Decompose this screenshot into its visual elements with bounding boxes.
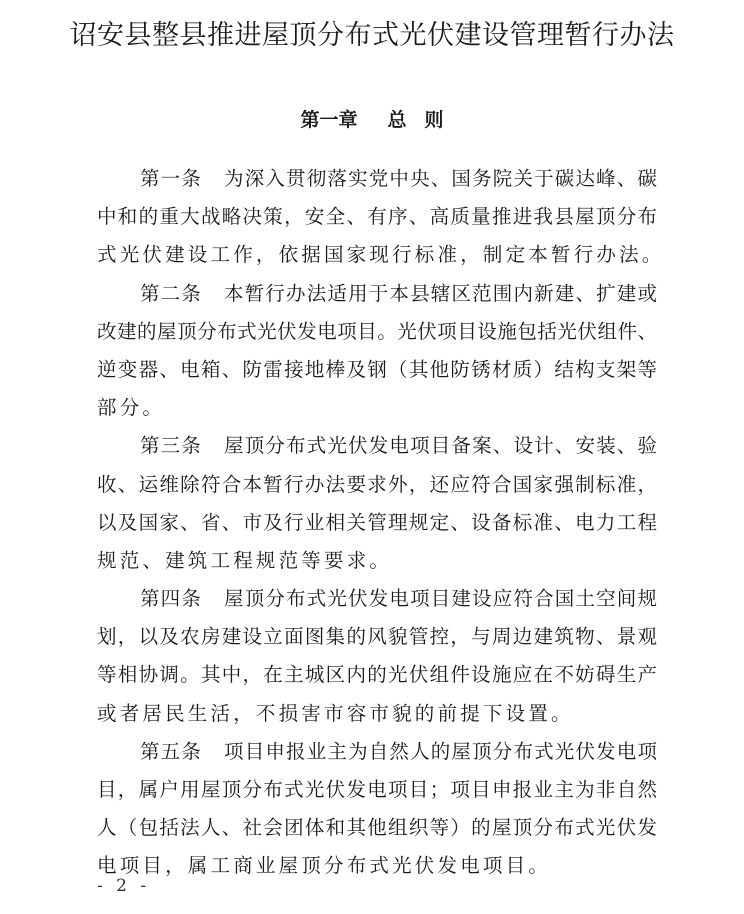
article-number: 第一条 — [140, 167, 203, 190]
article-line: 划，以及农房建设立面图集的风貌管控，与周边建筑物、景观 — [97, 625, 657, 649]
article-line — [97, 580, 657, 618]
article-line: 人（包括法人、社会团体和其他组织等）的屋顶分布式光伏发 — [97, 816, 657, 840]
article-3 — [97, 427, 657, 580]
article-line: 式光伏建设工作，依据国家现行标准，制定本暂行办法。 — [97, 243, 665, 267]
page-number: - 2 - — [97, 876, 151, 896]
article-1 — [97, 160, 665, 275]
article-line: 逆变器、电箱、防雷接地棒及钢（其他防锈材质）结构支架等 — [97, 357, 657, 381]
article-line: 以及国家、省、市及行业相关管理规定、设备标准、电力工程 — [97, 510, 657, 534]
article-number: 第四条 — [140, 587, 203, 611]
article-2 — [97, 275, 657, 428]
chapter-name-part2: 则 — [424, 109, 444, 131]
article-line: 或者居民生活，不损害市容市貌的前提下设置。 — [97, 701, 574, 725]
article-number: 第五条 — [140, 739, 203, 763]
article-4 — [97, 580, 657, 733]
article-text: 项目申报业主为自然人的屋顶分布式光伏发电项 — [224, 739, 657, 763]
article-number: 第三条 — [140, 434, 203, 458]
article-line — [97, 275, 657, 313]
chapter-number: 第一章 — [300, 109, 358, 131]
document-body — [97, 160, 665, 886]
chapter-name-part1: 总 — [387, 109, 407, 131]
article-text: 屋顶分布式光伏发电项目备案、设计、安装、验 — [224, 434, 657, 458]
article-line — [97, 427, 657, 465]
article-5 — [97, 733, 657, 886]
article-number: 第二条 — [140, 281, 203, 305]
chapter-heading — [0, 106, 744, 134]
article-line: 改建的屋顶分布式光伏发电项目。光伏项目设施包括光伏组件、 — [97, 319, 657, 343]
document-title: 诏安县整县推进屋顶分布式光伏建设管理暂行办法 — [69, 20, 675, 51]
article-line: 中和的重大战略决策，安全、有序、高质量推进我县屋顶分布 — [97, 205, 657, 229]
article-line: 等相协调。其中，在主城区内的光伏组件设施应在不妨碍生产 — [97, 663, 657, 687]
article-line: 目，属户用屋顶分布式光伏发电项目；项目申报业主为非自然 — [97, 778, 657, 801]
article-line: 规范、建筑工程规范等要求。 — [97, 548, 393, 572]
article-line: 收、运维除符合本暂行办法要求外，还应符合国家强制标准， — [97, 472, 657, 496]
article-line: 部分。 — [97, 396, 166, 420]
article-line: 电项目，属工商业屋顶分布式光伏发电项目。 — [97, 854, 552, 878]
article-text: 屋顶分布式光伏发电项目建设应符合国土空间规 — [224, 587, 657, 611]
article-line — [97, 160, 657, 198]
article-line — [97, 733, 657, 771]
article-text: 为深入贯彻落实党中央、国务院关于碳达峰、碳 — [224, 167, 657, 190]
article-text: 本暂行办法适用于本县辖区范围内新建、扩建或 — [224, 281, 657, 305]
